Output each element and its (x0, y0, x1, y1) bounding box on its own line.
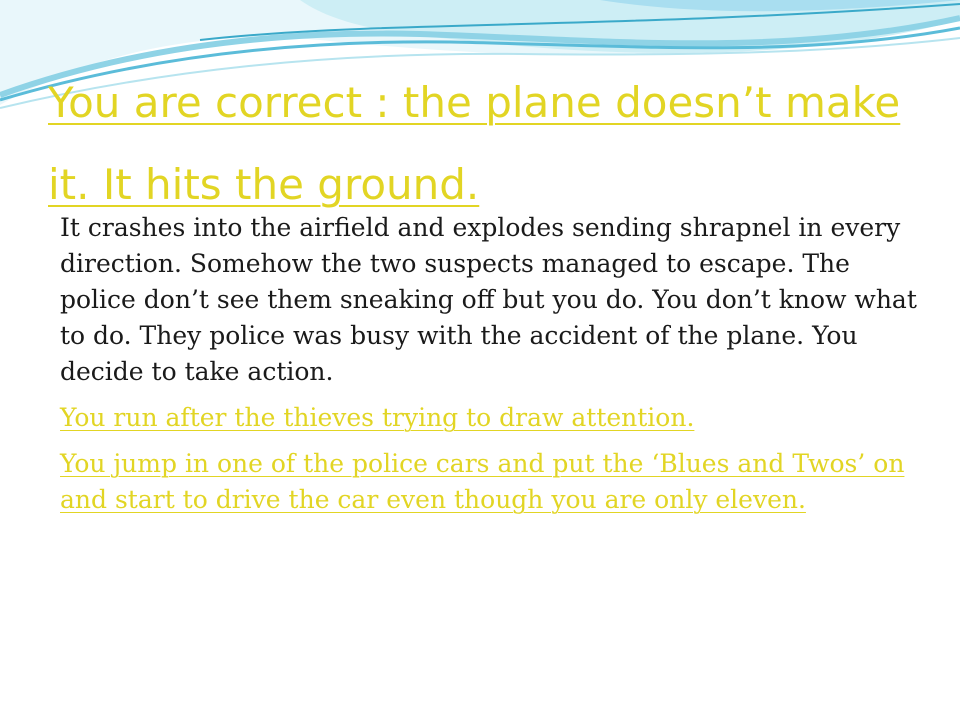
slide-title-link[interactable]: You are correct : the plane doesn’t make it. It hits the ground. (48, 78, 901, 209)
slide-body (60, 210, 920, 518)
narrative-text: It crashes into the airfield and explodes sending shrapnel in every direction. Somehow the two suspects managed to escape. The police don’t see them sneaking off but you do. You don’t know what to do. They police was busy with the accident of the plane. You decide to take action. (60, 213, 917, 386)
choice-run-after-thieves-link[interactable]: You run after the thieves trying to draw attention. (60, 403, 695, 432)
choice-police-car-link[interactable]: You jump in one of the police cars and put the ‘Blues and Twos’ on and start to drive the car even though you are only eleven. (60, 449, 905, 514)
